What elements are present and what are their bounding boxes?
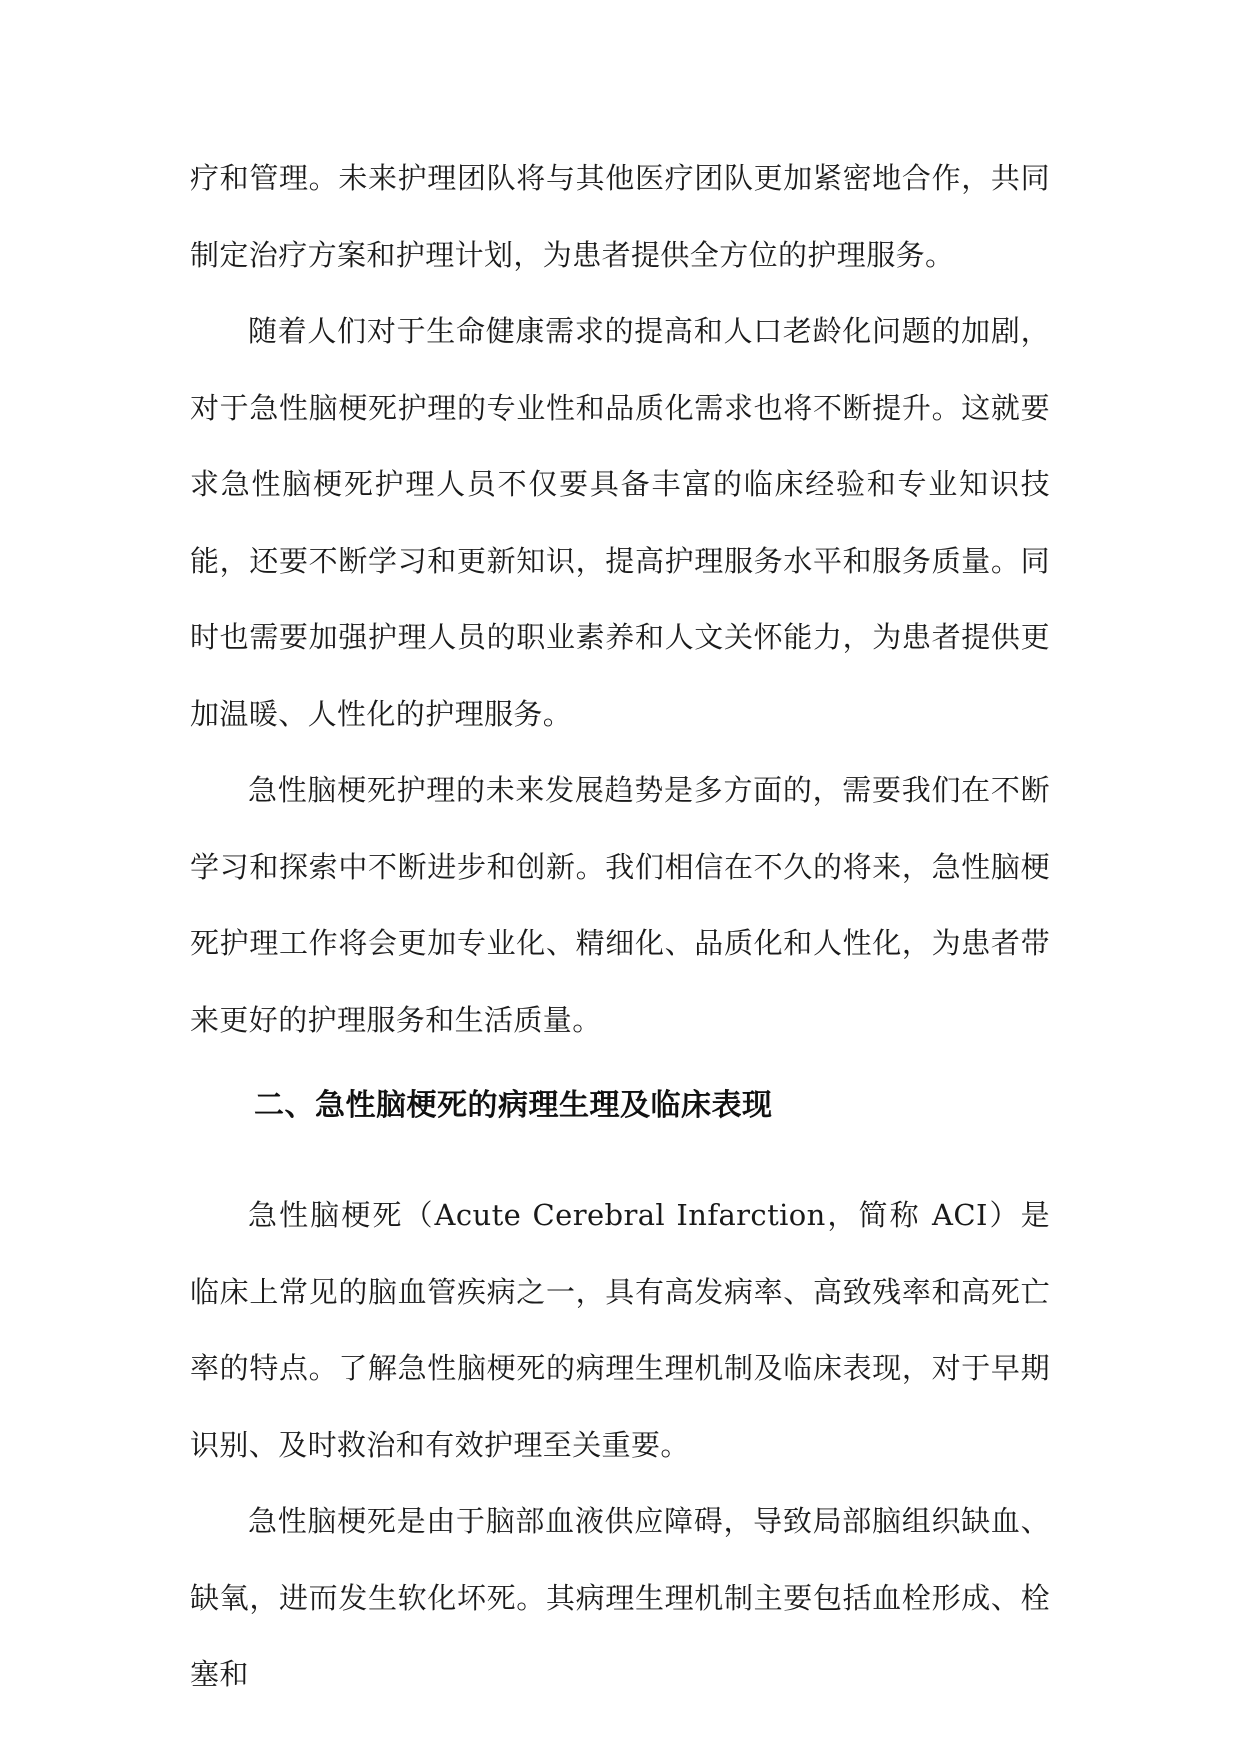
paragraph-pathophysiology: 急性脑梗死是由于脑部血液供应障碍，导致局部脑组织缺血、缺氧，进而发生软化坏死。其病理生理机制主要包括血栓形成、栓塞和 (190, 1504, 1050, 1691)
section-heading: 二、急性脑梗死的病理生理及临床表现 (254, 1088, 773, 1123)
paragraph-future-trends: 急性脑梗死护理的未来发展趋势是多方面的，需要我们在不断学习和探索中不断进步和创新。我们相信在不久的将来，急性脑梗死护理工作将会更加专业化、精细化、品质化和人性化，为患者带来更好的护理服务和生活质量。 (190, 773, 1050, 1037)
paragraph-aging-demand: 随着人们对于生命健康需求的提高和人口老龄化问题的加剧，对于急性脑梗死护理的专业性和品质化需求也将不断提升。这就要求急性脑梗死护理人员不仅要具备丰富的临床经验和专业知识技能，还要不断学习和更新知识，提高护理服务水平和服务质量。同时也需要加强护理人员的职业素养和人文关怀能力，为患者提供更加温暖、人性化的护理服务。 (190, 314, 1050, 731)
paragraph-aci-definition: 急性脑梗死（Acute Cerebral Infarction，简称 ACI）是临床上常见的脑血管疾病之一，具有高发病率、高致残率和高死亡率的特点。了解急性脑梗死的病理生理机制及临床表现，对于早期识别、及时救治和有效护理至关重要。 (190, 1198, 1050, 1462)
paragraph-continuation: 疗和管理。未来护理团队将与其他医疗团队更加紧密地合作，共同制定治疗方案和护理计划，为患者提供全方位的护理服务。 (190, 161, 1050, 272)
